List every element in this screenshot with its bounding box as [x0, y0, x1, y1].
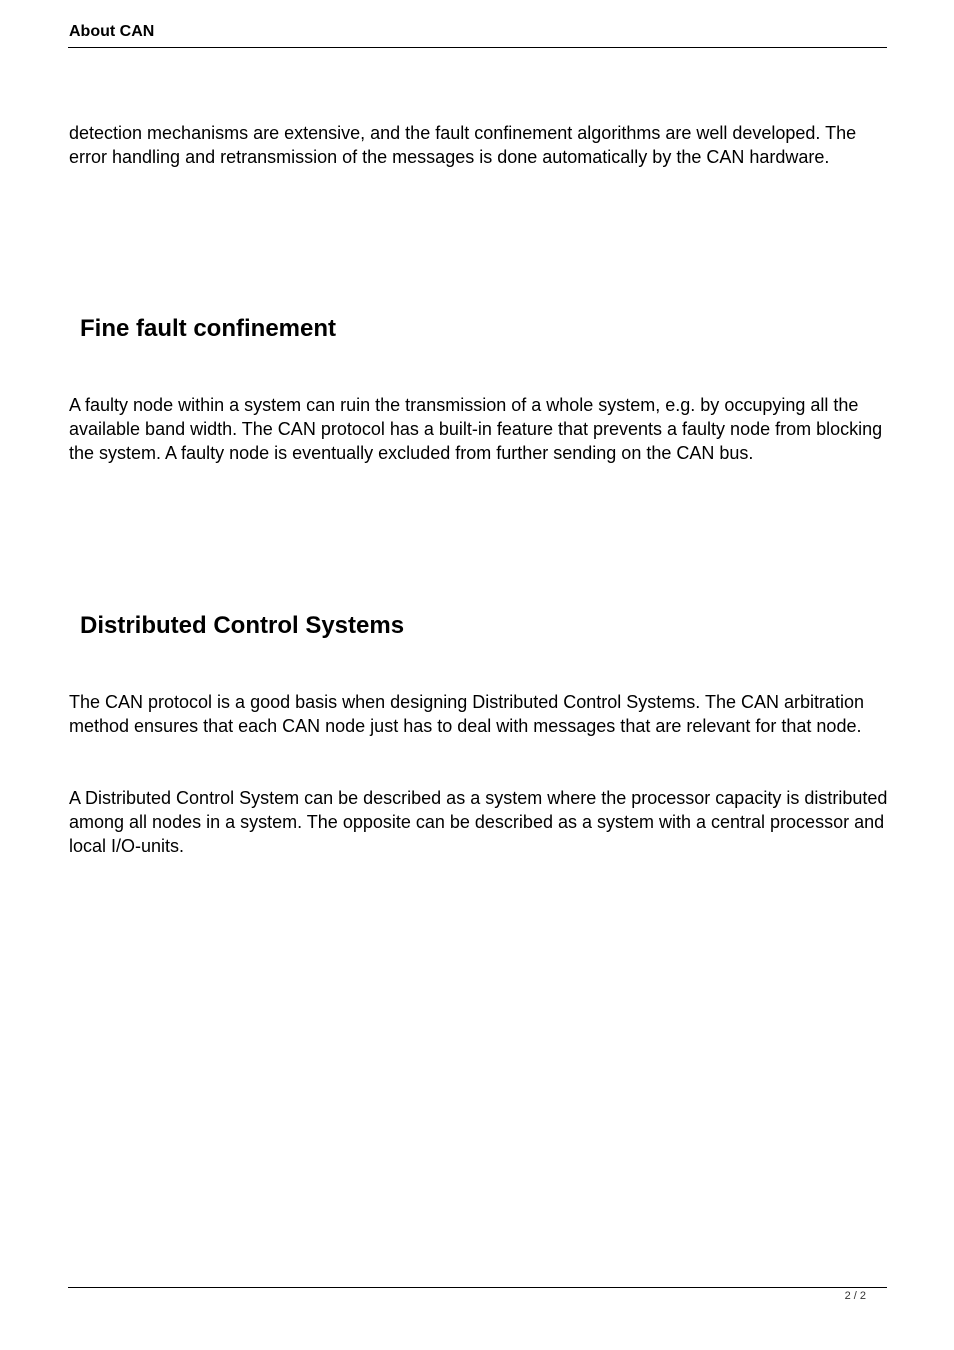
section-heading-fine-fault-confinement: Fine fault confinement [80, 315, 337, 342]
section-paragraph: A faulty node within a system can ruin the transmission of a whole system, e.g. by occupying all the available band width. The CAN protocol has a built-in feature that prevents a faulty node from blocking the system. A faulty node is eventually excluded from further sending on the CAN bus. [69, 395, 883, 464]
section-heading-distributed-control-systems: Distributed Control Systems [80, 612, 405, 639]
section-paragraph: A Distributed Control System can be described as a system where the processor capacity is distributed among all nodes in a system. The opposite can be described as a system with a central processor and local I/O-units. [69, 788, 888, 857]
section-paragraph: The CAN protocol is a good basis when designing Distributed Control Systems. The CAN arbitration method ensures that each CAN node just has to deal with messages that are relevant for that node. [69, 692, 865, 737]
page-number: 2 / 2 [844, 1290, 866, 1302]
intro-paragraph: detection mechanisms are extensive, and the fault confinement algorithms are well developed. The error handling and retransmission of the messages is done automatically by the CAN hardware. [69, 123, 857, 168]
page-header [68, 22, 887, 48]
page-header-title: About CAN [69, 23, 155, 40]
page-footer [68, 1287, 887, 1302]
